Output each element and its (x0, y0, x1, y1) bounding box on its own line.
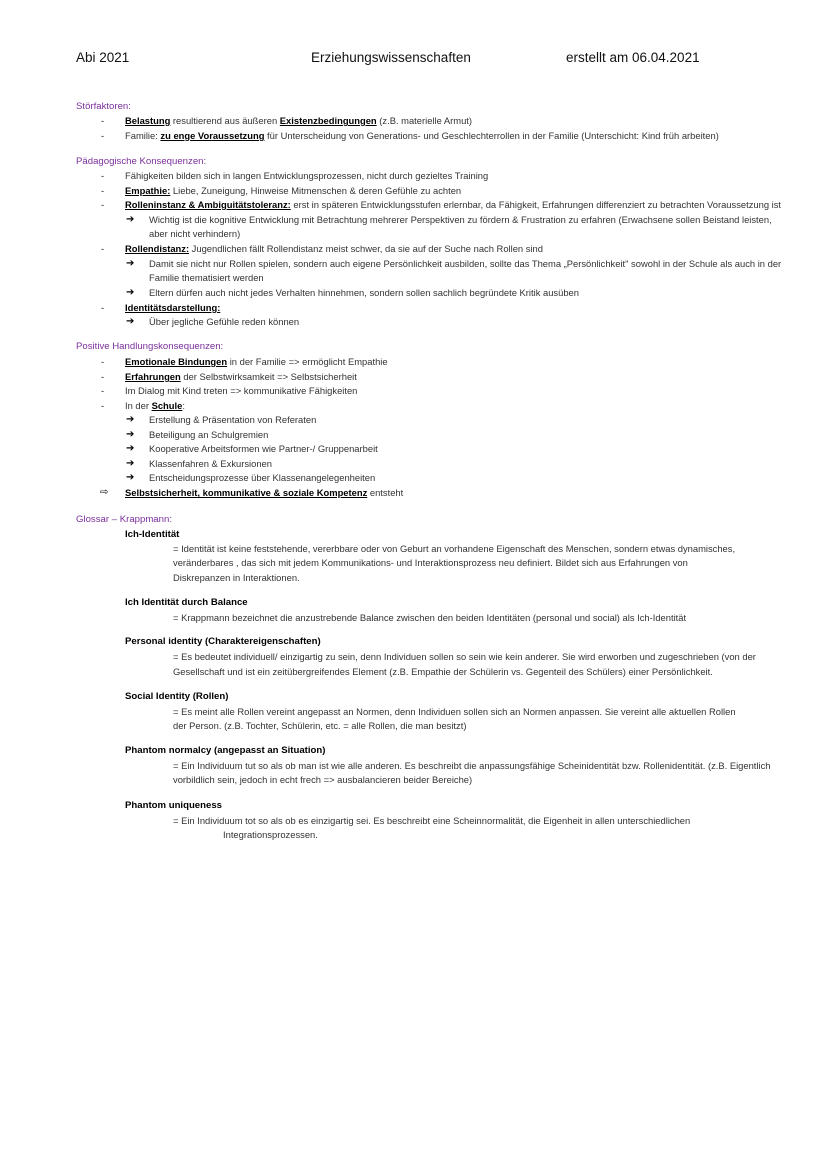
dash-bullet: - (101, 302, 105, 313)
dash-bullet: - (101, 199, 105, 210)
glossary-definition: = Krappmann bezeichnet die anzustrebende Balance zwischen den beiden Identitäten (personal und social) als Ich-Identität (173, 612, 687, 623)
bold-term: Empathie: (125, 185, 171, 196)
section-title-stoerfaktoren: Störfaktoren: (76, 101, 131, 112)
glossary-definition: = Es bedeutet individuell/ einzigartig zu sein, denn Individuen sollen so sein wie kein anderer. Sie wird erworben und zugeschrieben (von der (173, 651, 756, 662)
bold-term: Schule (151, 400, 183, 411)
arrow-right-icon: ➔ (126, 258, 135, 269)
item-text: Liebe, Zuneigung, Hinweise Mitmenschen & deren Gefühle zu achten (170, 185, 462, 196)
arrow-right-icon: ➔ (126, 316, 135, 327)
header-left: Abi 2021 (76, 50, 130, 65)
arrow-right-icon: ➔ (126, 214, 135, 225)
bold-term: Rollendistanz: (125, 243, 190, 254)
section-title-paedagogisch: Pädagogische Konsequenzen: (76, 156, 207, 167)
section-title-glossar: Glossar – Krappmann: (76, 514, 172, 525)
dash-bullet: - (101, 115, 105, 126)
item-text: Beteiligung an Schulgremien (149, 429, 269, 440)
bold-term: Belastung (125, 115, 171, 126)
item-text: Wichtig ist die kognitive Entwicklung mit Betrachtung mehrerer Perspektiven zu fördern & Frustration zu erfahren (Erwachsene sollen Beistand leisten, (149, 214, 772, 225)
glossary-term: Personal identity (Charaktereigenschaften) (125, 636, 321, 647)
item-text: Damit sie nicht nur Rollen spielen, sondern auch eigene Persönlichkeit ausbilden, sollte das Thema „Persönlichkeit" sowohl in der Schule als auch in der (149, 258, 782, 269)
dash-bullet: - (101, 400, 105, 411)
header-title: Erziehungswissenschaften (311, 50, 471, 65)
glossary-term: Social Identity (Rollen) (125, 691, 229, 702)
glossary-definition: Gesellschaft und ist ein zeitübergreifendes Element (z.B. Empathie der Schülerin vs. Gegenteil des Schülers) einer Persönlichkeit. (173, 666, 713, 677)
item-text: Entscheidungsprozesse über Klassenangelegenheiten (149, 472, 376, 483)
item-text: für Unterscheidung von Generations- und Geschlechterrollen in der Familie (Unterschicht: Kind früh arbeiten) (264, 130, 719, 141)
item-text: Klassenfahren & Exkursionen (149, 458, 272, 469)
item-text: : (182, 400, 185, 411)
glossary-term: Ich-Identität (125, 529, 180, 540)
glossary-definition: Diskrepanzen in Interaktionen. (173, 572, 300, 583)
bold-term: Erfahrungen (125, 371, 181, 382)
arrow-right-icon: ➔ (126, 287, 135, 298)
item-text: der Selbstwirksamkeit => Selbstsicherheit (180, 371, 357, 382)
dash-bullet: - (101, 170, 105, 181)
glossary-definition: = Identität ist keine feststehende, vererbbare oder von Geburt an vorhandene Eigenschaft des Menschen, sondern etwas dynamisches, (173, 543, 736, 554)
item-text: erst in späteren Entwicklungsstufen erlernbar, da Fähigkeit, Erfahrungen differenziert zu betrachten Voraussetzung ist (290, 199, 782, 210)
bold-term: Emotionale Bindungen (125, 356, 228, 367)
item-text: Erstellung & Präsentation von Referaten (149, 414, 317, 425)
dash-bullet: - (101, 385, 105, 396)
dash-bullet: - (101, 130, 105, 141)
arrow-right-icon: ➔ (126, 443, 135, 454)
glossary-definition: der Person. (z.B. Tochter, Schülerin, etc. = alle Rollen, die man besitzt) (173, 720, 467, 731)
header-date: erstellt am 06.04.2021 (566, 50, 700, 65)
bold-term: Existenzbedingungen (279, 115, 377, 126)
item-text: resultierend aus äußeren (170, 115, 280, 126)
glossary-definition: vorbildlich sein, jedoch in echt frech => ausbalancieren beider Bereiche) (173, 774, 473, 785)
item-text: Im Dialog mit Kind treten => kommunikative Fähigkeiten (125, 385, 358, 396)
item-text: (z.B. materielle Armut) (376, 115, 473, 126)
arrow-right-icon: ➔ (126, 414, 135, 425)
item-text: Über jegliche Gefühle reden können (149, 316, 300, 327)
glossary-definition: = Es meint alle Rollen vereint angepasst an Normen, denn Individuen sollen sich an Normen anpassen. Sie vereint alle aktuellen Rollen (173, 706, 736, 717)
glossary-term: Phantom normalcy (angepasst an Situation) (125, 745, 326, 756)
bold-term: Selbstsicherheit, kommunikative & soziale Kompetenz (125, 487, 368, 498)
bold-term: zu enge Voraussetzung (160, 130, 265, 141)
section-title-positiv: Positive Handlungskonsequenzen: (76, 341, 224, 352)
arrow-right-icon: ➔ (126, 472, 135, 483)
dash-bullet: - (101, 356, 105, 367)
item-text: aber nicht verhindern) (149, 228, 241, 239)
bold-term: Rolleninstanz & Ambiguitätstoleranz: (125, 199, 291, 210)
arrow-right-icon: ➔ (126, 458, 135, 469)
glossary-definition: = Ein Individuum tot so als ob es einzigartig sei. Es beschreibt eine Scheinnormalität, die Eigenheit in allen unterschiedlichen (173, 815, 691, 826)
item-text: Jugendlichen fällt Rollendistanz meist schwer, da sie auf der Suche nach Rollen sind (189, 243, 543, 254)
dash-bullet: - (101, 243, 105, 254)
bold-term: Identitätsdarstellung: (125, 302, 221, 313)
item-text: Familie: (125, 130, 161, 141)
dash-bullet: - (101, 185, 105, 196)
item-text: entsteht (367, 487, 404, 498)
item-text: Kooperative Arbeitsformen wie Partner-/ Gruppenarbeit (149, 443, 378, 454)
hollow-arrow-icon: ⇨ (100, 487, 109, 498)
dash-bullet: - (101, 371, 105, 382)
item-text: In der (125, 400, 152, 411)
glossary-definition: = Ein Individuum tut so als ob man ist wie alle anderen. Es beschreibt die anpassungsfähige Scheinidentität bzw. Rollenidentität. (z.B. Eigentlich (173, 760, 771, 771)
glossary-term: Ich Identität durch Balance (125, 597, 248, 608)
arrow-right-icon: ➔ (126, 429, 135, 440)
glossary-definition: veränderbares , das sich mit jedem Kommunikations- und Interaktionsprozess neu definiert. Bildet sich aus Erfahrungen von (173, 557, 688, 568)
item-text: Fähigkeiten bilden sich in langen Entwicklungsprozessen, nicht durch gezieltes Training (125, 170, 489, 181)
item-text: Familie thematisiert werden (149, 272, 264, 283)
glossary-definition: Integrationsprozessen. (223, 829, 318, 840)
item-text: in der Familie => ermöglicht Empathie (227, 356, 388, 367)
glossary-term: Phantom uniqueness (125, 800, 223, 811)
item-text: Eltern dürfen auch nicht jedes Verhalten hinnehmen, sondern sollen sachlich begründete Kritik ausüben (149, 287, 579, 298)
